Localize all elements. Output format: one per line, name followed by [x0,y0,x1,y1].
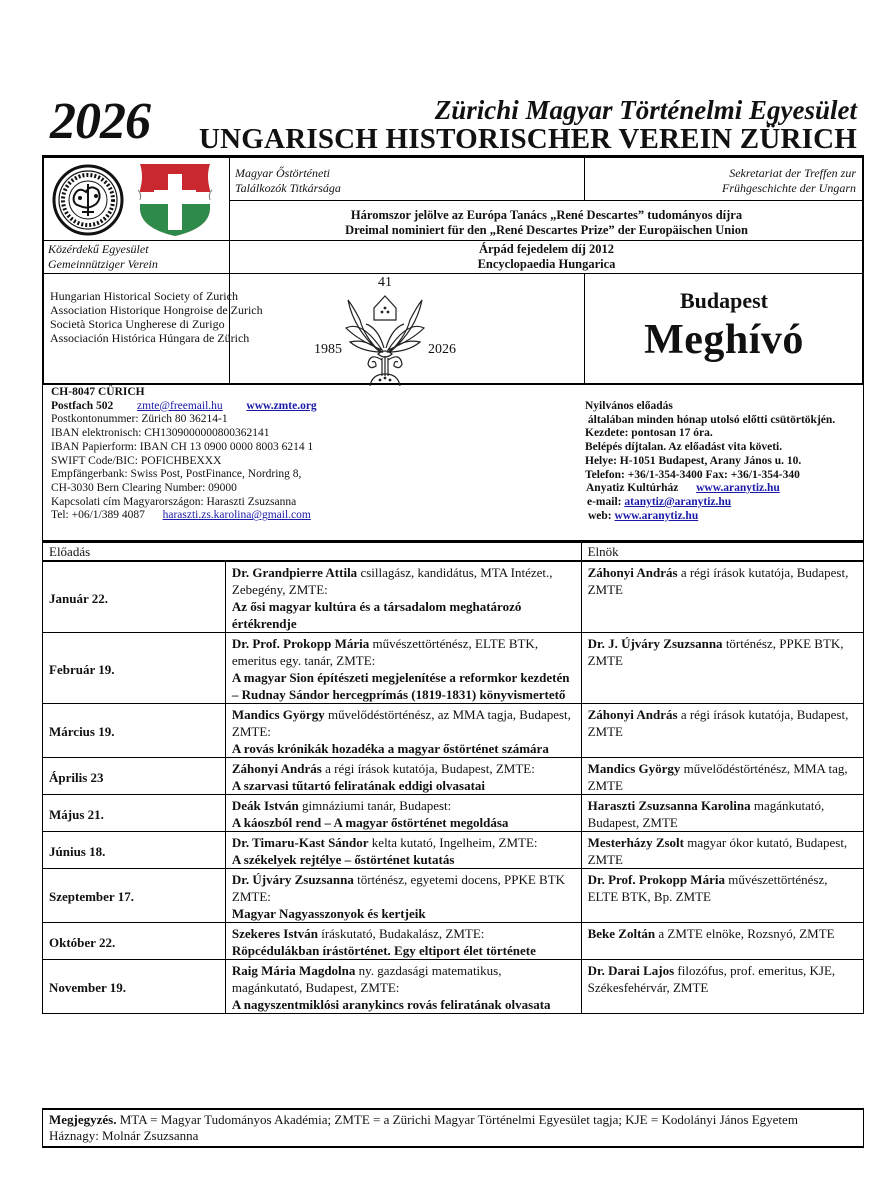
society-names [50,289,263,345]
speaker-description: íráskutató, Budakalász, ZMTE: [317,926,485,941]
table-header-row [43,542,864,562]
association-type-line: Gemeinnütziger Verein [48,257,158,271]
chair-cell [581,704,863,758]
chair-cell [581,960,863,1014]
anniversary-start-year: 1985 [314,342,342,357]
speaker-name: Dr. Prof. Prokopp Mária [231,636,370,651]
nomination-line: Dreimal nominiert für den „René Descartes Prize” der Europäischen Union [345,223,748,237]
lecture-title: A magyar Sion építészeti megjelenítése a reformkor kezdetén – Rudnay Sándor hercegprímás (1819-1831) könyvismertető [231,670,570,702]
society-name: Società Storica Ungherese di Zurigo [50,317,225,331]
society-name: Associación Histórica Húngara de Zürich [50,331,250,345]
table-row [43,960,864,1014]
chair-name: Dr. Prof. Prokopp Mária [587,872,725,887]
table-row [43,832,864,869]
seal-emblem-icon [52,164,124,236]
descartes-nomination [229,208,864,238]
chair-description: magyar ókor kutató, Budapest, ZMTE [587,835,848,867]
society-name: Hungarian Historical Society of Zurich [50,289,238,303]
hungarian-shield-icon [134,162,216,238]
divider [584,158,585,200]
contact-email-link[interactable]: haraszti.zs.karolina@gmail.com [162,509,311,522]
table-row [43,795,864,832]
speaker-description: kelta kutató, Ingelheim, ZMTE: [368,835,538,850]
chair-cell [581,832,863,869]
chair-name: Haraszti Zsuzsanna Karolina [587,798,751,813]
sekretariat-hu [235,166,341,196]
host-line: Háznagy: Molnár Zsuzsanna [49,1128,199,1143]
chair-cell [581,923,863,960]
chair-description: művelődéstörténész, MMA tag, ZMTE [587,761,848,793]
speaker-name: Záhonyi András [231,761,322,776]
venue-house: Anyatiz Kultúrház [586,482,679,495]
lecture-date: Február 19. [43,633,226,704]
header-lecture: Előadás [43,542,582,562]
lecture-cell [225,832,581,869]
chair-name: Dr. Darai Lajos [587,963,675,978]
society-title-hungarian: Zürichi Magyar Történelmi Egyesület [434,95,857,125]
venue-email-label: e-mail: [587,495,625,508]
venue-web-link[interactable]: www.aranytiz.hu [614,509,699,522]
lecture-date: Június 18. [43,832,226,869]
association-type-line: Közérdekű Egyesület [48,242,149,256]
divider [44,273,864,274]
sekretariat-hu-line: Magyar Őstörténeti [235,166,330,180]
anniversary-end-year: 2026 [428,342,456,357]
venue-house-link[interactable]: www.aranytiz.hu [696,482,780,495]
lecture-cell [225,633,581,704]
sekretariat-de-line: Sekretariat der Treffen zur [729,166,856,180]
society-website-link[interactable]: www.zmte.org [246,399,317,412]
speaker-name: Dr. Újváry Zsuzsanna [231,872,354,887]
chair-description: a ZMTE elnöke, Rozsnyó, ZMTE [655,926,835,941]
divider [229,200,864,201]
lecture-title: A nagyszentmiklósi aranykincs rovás feliratának olvasata [231,997,551,1012]
lecture-title: Az ősi magyar kultúra és a társadalom meghatározó értékrendje [231,599,522,631]
society-name: Association Historique Hongroise de Zurich [50,303,263,317]
venue-line: Helye: H-1051 Budapest, Arany János u. 10. [585,454,802,467]
document-year: 2026 [50,93,150,150]
note-text: MTA = Magyar Tudományos Akadémia; ZMTE = a Zürichi Magyar Történelmi Egyesület tagja; KJE = Kodolányi János Egyetem [116,1112,798,1127]
chair-description: filozófus, prof. emeritus, KJE, Székesfehérvár, ZMTE [587,963,836,995]
event-city: Budapest [679,288,769,313]
lecture-schedule-table [42,540,864,1014]
table-row [43,923,864,960]
venue-line: Telefon: +36/1-354-3400 Fax: +36/1-354-340 [585,468,800,481]
invitation-title: Meghívó [644,317,804,363]
association-type [48,242,158,272]
lecture-cell [225,704,581,758]
contact-tel: Tel: +06/1/389 4087 [51,509,145,522]
chair-description: művészettörténész, ELTE BTK, Bp. ZMTE [587,872,828,904]
lecture-date: Május 21. [43,795,226,832]
venue-web-line [585,510,835,524]
lecture-cell [225,960,581,1014]
lecture-date: Április 23 [43,758,226,795]
chair-name: Mandics György [587,761,681,776]
sekretariat-de [722,166,856,196]
venue-house-line [585,482,835,496]
divider [44,240,864,241]
chair-description: a régi írások kutatója, Budapest, ZMTE [587,707,849,739]
venue-line: Kezdete: pontosan 17 óra. [585,427,713,440]
city-line: CH-8047 CÜRICH [51,386,145,398]
postfach-line [51,400,317,414]
tree-of-life-icon [344,290,426,386]
chair-name: Beke Zoltán [587,926,656,941]
lecture-cell [225,923,581,960]
chair-name: Záhonyi András [587,707,678,722]
chair-cell [581,758,863,795]
nomination-line: Háromszor jelölve az Európa Tanács „René Descartes” tudományos díjra [350,208,743,222]
speaker-description: csillagász, kandidátus, MTA Intézet., Zebegény, ZMTE: [231,565,553,597]
venue-info [585,400,835,523]
speaker-name: Deák István [231,798,299,813]
anniversary-number: 41 [378,275,392,290]
footer-note [42,1108,864,1148]
chair-cell [581,795,863,832]
venue-email-link[interactable]: atanytiz@aranytiz.hu [624,495,732,508]
lecture-title: Röpcédulákban írástörténet. Egy eltiport élet története [231,943,536,958]
awards [229,242,864,272]
speaker-name: Szekeres István [231,926,318,941]
society-title-german: UNGARISCH HISTORISCHER VEREIN ZÜRICH [199,123,857,155]
speaker-description: művelődéstörténész, az MMA tagja, Budapest, ZMTE: [231,707,571,739]
bank-line: IBAN elektronisch: CH1309000000800362141 [51,427,270,440]
table-row [43,704,864,758]
table-row [43,869,864,923]
award-line: Árpád fejedelem díj 2012 [478,242,615,256]
bank-line: IBAN Papierform: IBAN CH 13 0900 0000 8003 6214 1 [51,440,314,453]
note-label: Megjegyzés. [49,1112,117,1127]
chair-description: történész, PPKE BTK, ZMTE [587,636,844,668]
venue-line: általában minden hónap utolsó előtti csütörtökjén. [585,413,836,426]
speaker-description: a régi írások kutatója, Budapest, ZMTE: [321,761,535,776]
letterhead-block [42,155,864,385]
bank-line: Postkontonummer: Zürich 80 36214-1 [51,413,228,426]
lecture-date: Március 19. [43,704,226,758]
speaker-name: Raig Mária Magdolna [231,963,356,978]
lecture-title: A káoszból rend – A magyar őstörténet megoldása [231,815,509,830]
chair-description: a régi írások kutatója, Budapest, ZMTE [587,565,849,597]
speaker-name: Dr. Timaru-Kast Sándor [231,835,369,850]
speaker-description: gimnáziumi tanár, Budapest: [298,798,452,813]
venue-email-line [585,496,835,510]
speaker-name: Mandics György [231,707,325,722]
lecture-title: A rovás krónikák hozadéka a magyar őstörténet számára [231,741,549,756]
chair-name: Mesterházy Zsolt [587,835,684,850]
lecture-cell [225,795,581,832]
award-line: Encyclopaedia Hungarica [477,257,616,271]
chair-cell [581,869,863,923]
speaker-name: Dr. Grandpierre Attila [231,565,358,580]
venue-line: Belépés díjtalan. Az előadást vita követi. [585,441,783,454]
society-address [51,386,317,523]
contact-person-line: Kapcsolati cím Magyarországon: Haraszti Zsuzsanna [51,495,297,508]
speaker-description: ny. gazdasági matematikus, magánkutató, Budapest, ZMTE: [231,963,502,995]
lecture-date: Október 22. [43,923,226,960]
table-row [43,561,864,633]
header-chair: Elnök [581,542,863,562]
contact-tel-line [51,509,317,523]
table-row [43,758,864,795]
abbreviation-note [49,1112,857,1128]
lecture-date: Január 22. [43,561,226,633]
speaker-description: művészettörténész, ELTE BTK, emeritus egy. tanár, ZMTE: [231,636,539,668]
lecture-title: A székelyek rejtélye – őstörténet kutatás [231,852,455,867]
speaker-description: történész, egyetemi docens, PPKE BTK ZMTE: [231,872,566,904]
sekretariat-de-line: Frühgeschichte der Ungarn [722,181,856,195]
lecture-date: Szeptember 17. [43,869,226,923]
venue-line: Nyilvános előadás [585,400,673,412]
lecture-cell [225,561,581,633]
society-email-link[interactable]: zmte@freemail.hu [137,399,223,412]
chair-description: magánkutató, Budapest, ZMTE [587,798,825,830]
lecture-title: Magyar Nagyasszonyok és kertjeik [231,906,426,921]
lecture-cell [225,758,581,795]
lecture-title: A szarvasi tűtartó feliratának eddigi olvasatai [231,778,486,793]
contact-block [42,385,864,541]
lecture-cell [225,869,581,923]
chair-name: Dr. J. Újváry Zsuzsanna [587,636,723,651]
lecture-date: November 19. [43,960,226,1014]
chair-cell [581,561,863,633]
bank-line: SWIFT Code/BIC: POFICHBEXXX [51,454,222,467]
bank-line: CH-3030 Bern Clearing Number: 09000 [51,481,237,494]
chair-name: Záhonyi András [587,565,678,580]
sekretariat-hu-line: Találkozók Titkársága [235,181,341,195]
bank-line: Empfängerbank: Swiss Post, PostFinance, Nordring 8, [51,468,302,481]
table-row [43,633,864,704]
postfach: Postfach 502 [51,399,114,412]
venue-web-label: web: [588,509,615,522]
chair-cell [581,633,863,704]
